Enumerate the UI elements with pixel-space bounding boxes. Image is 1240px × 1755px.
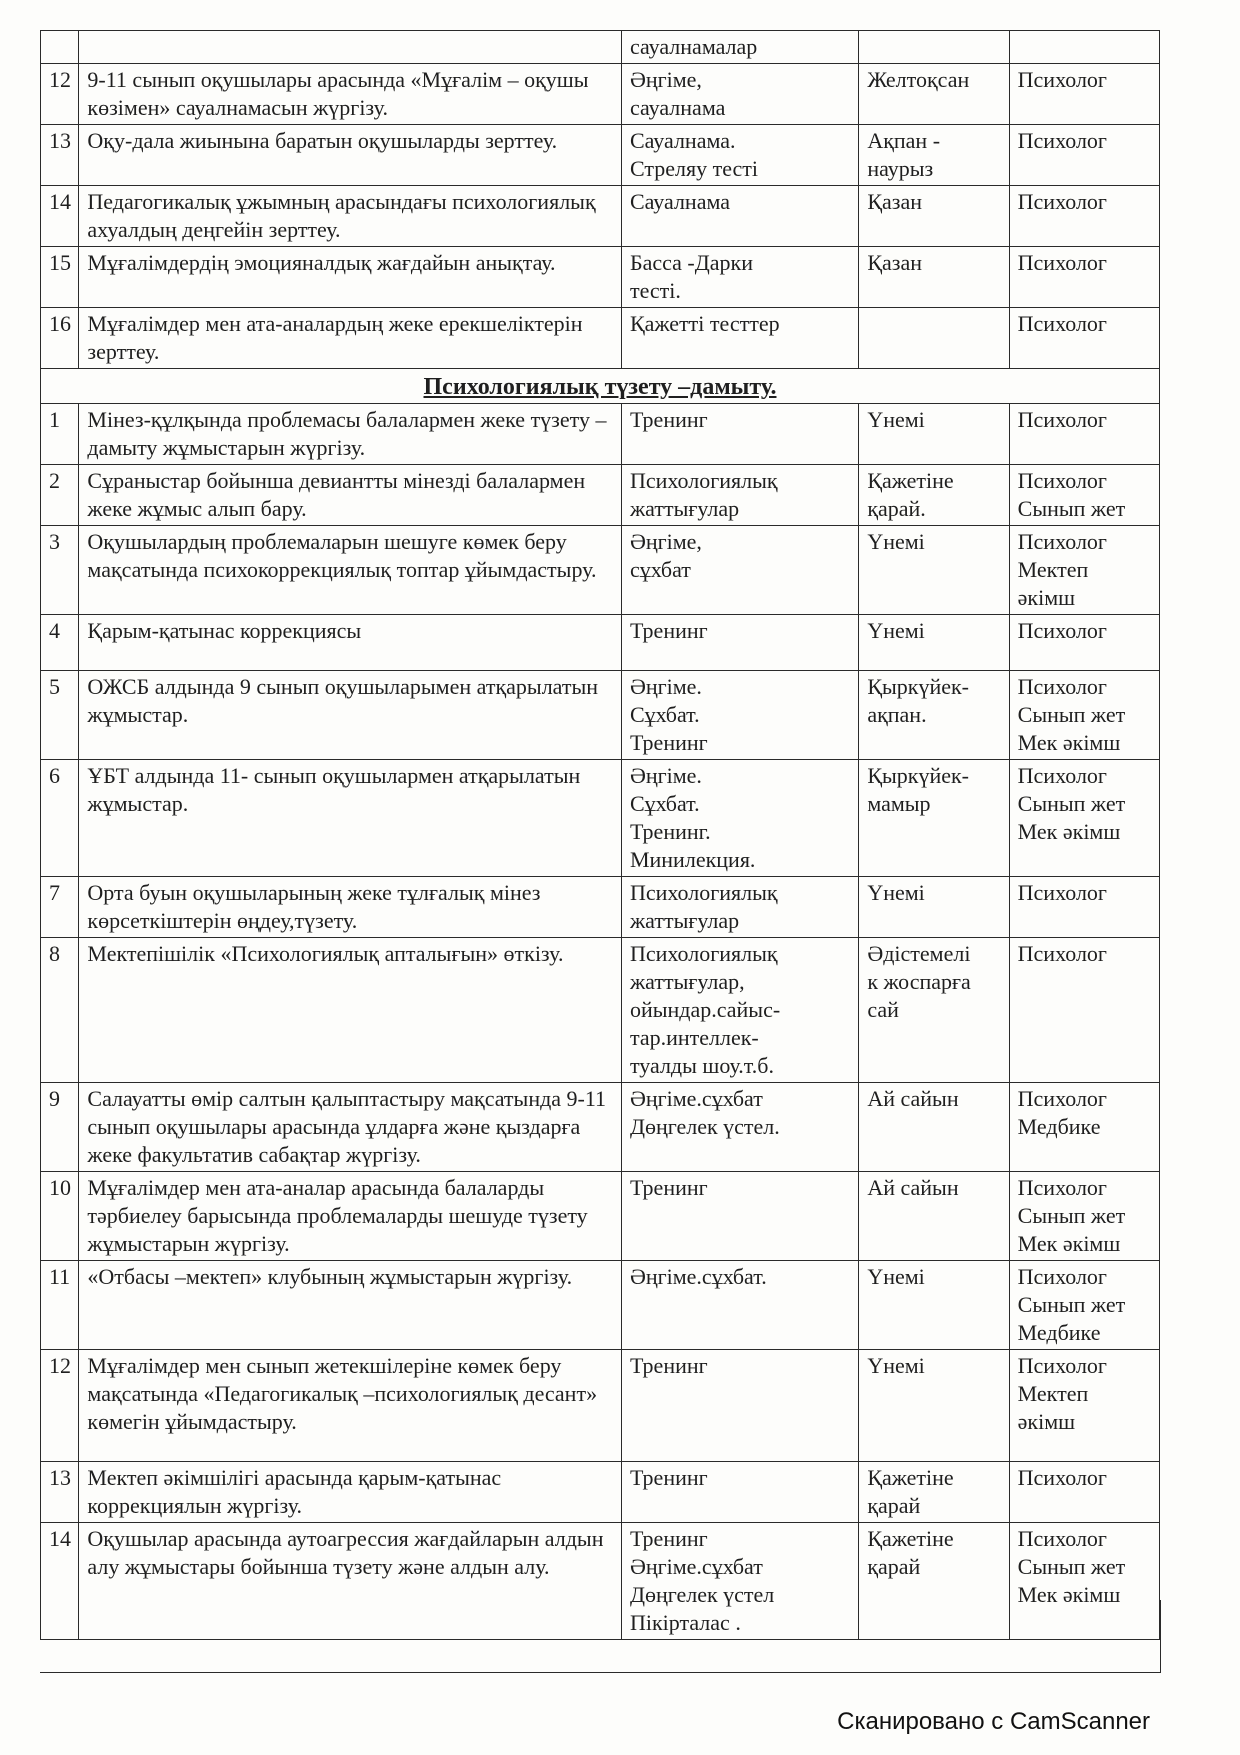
responsible-cell: Психолог Мектеп әкімш bbox=[1009, 526, 1159, 615]
row-number: 8 bbox=[41, 938, 79, 1083]
date-cell: Үнемі bbox=[859, 1350, 1009, 1462]
date-cell: Қажетіне қарай bbox=[859, 1462, 1009, 1523]
table-row bbox=[41, 308, 1160, 369]
method-cell: Психологиялық жаттығулар bbox=[621, 877, 858, 938]
row-number: 5 bbox=[41, 671, 79, 760]
task-cell: Орта буын оқушыларының жеке тұлғалық мінез көрсеткіштерін өңдеу,түзету. bbox=[79, 877, 622, 938]
plan-table bbox=[40, 30, 1160, 1640]
method-cell: Әңгіме, сұхбат bbox=[621, 526, 858, 615]
table-row bbox=[41, 615, 1160, 671]
date-cell: Әдістемелі к жоспарға сай bbox=[859, 938, 1009, 1083]
table-row bbox=[41, 1350, 1160, 1462]
table-row bbox=[41, 1261, 1160, 1350]
row-number: 13 bbox=[41, 125, 79, 186]
task-cell: Мұғалімдер мен ата-аналар арасында балаларды тәрбиелеу барысында проблемаларды шешуде түзету жұмыстарын жүргізу. bbox=[79, 1172, 622, 1261]
task-cell: Қарым-қатынас коррекциясы bbox=[79, 615, 622, 671]
table-row bbox=[41, 404, 1160, 465]
responsible-cell: Психолог Сынып жет Мек әкімш bbox=[1009, 760, 1159, 877]
method-cell: Тренинг Әңгіме.сұхбат Дөңгелек үстел Пікірталас . bbox=[621, 1523, 858, 1640]
table-row bbox=[41, 465, 1160, 526]
date-cell: Ақпан - наурыз bbox=[859, 125, 1009, 186]
task-cell: Сұраныстар бойынша девиантты мінезді балалармен жеке жұмыс алып бару. bbox=[79, 465, 622, 526]
responsible-cell: Психолог Сынып жет Медбике bbox=[1009, 1261, 1159, 1350]
date-cell: Үнемі bbox=[859, 877, 1009, 938]
row-number: 14 bbox=[41, 186, 79, 247]
task-cell: Мұғалімдер мен сынып жетекшілеріне көмек беру мақсатында «Педагогикалық –психологиялық десант» көмегін ұйымдастыру. bbox=[79, 1350, 622, 1462]
method-cell: Тренинг bbox=[621, 1462, 858, 1523]
responsible-cell: Психолог bbox=[1009, 1462, 1159, 1523]
task-cell bbox=[79, 31, 622, 64]
task-cell: Мектеп әкімшілігі арасында қарым-қатынас коррекциялын жүргізу. bbox=[79, 1462, 622, 1523]
responsible-cell: Психолог bbox=[1009, 877, 1159, 938]
method-cell: Сауалнама bbox=[621, 186, 858, 247]
row-number: 10 bbox=[41, 1172, 79, 1261]
date-cell: Қыркүйек- ақпан. bbox=[859, 671, 1009, 760]
responsible-cell: Психолог Сынып жет Мек әкімш bbox=[1009, 1172, 1159, 1261]
task-cell: Мектепішілік «Психологиялық апталығын» өткізу. bbox=[79, 938, 622, 1083]
method-cell: Тренинг bbox=[621, 1350, 858, 1462]
task-cell: Педагогикалық ұжымның арасындағы психологиялық ахуалдың деңгейін зерттеу. bbox=[79, 186, 622, 247]
table-row bbox=[41, 1172, 1160, 1261]
date-cell: Үнемі bbox=[859, 1261, 1009, 1350]
method-cell: Әңгіме.сұхбат Дөңгелек үстел. bbox=[621, 1083, 858, 1172]
scanner-watermark: Сканировано с CamScanner bbox=[837, 1708, 1150, 1735]
table-row bbox=[41, 671, 1160, 760]
task-cell: Оқушылардың проблемаларын шешуге көмек беру мақсатында психокоррекциялық топтар ұйымдастыру. bbox=[79, 526, 622, 615]
date-cell bbox=[859, 308, 1009, 369]
responsible-cell: Психолог Мектеп әкімш bbox=[1009, 1350, 1159, 1462]
section-header bbox=[41, 369, 1160, 404]
table-row bbox=[41, 31, 1160, 64]
task-cell: ОЖСБ алдында 9 сынып оқушыларымен атқарылатын жұмыстар. bbox=[79, 671, 622, 760]
task-cell: ҰБТ алдында 11- сынып оқушылармен атқарылатын жұмыстар. bbox=[79, 760, 622, 877]
bottom-table-body bbox=[41, 404, 1160, 1640]
row-number: 12 bbox=[41, 64, 79, 125]
top-table-body bbox=[41, 31, 1160, 369]
table-row bbox=[41, 877, 1160, 938]
date-cell: Қажетіне қарай. bbox=[859, 465, 1009, 526]
responsible-cell: Психолог bbox=[1009, 404, 1159, 465]
method-cell: Әңгіме. Сұхбат. Тренинг. Минилекция. bbox=[621, 760, 858, 877]
table-row bbox=[41, 938, 1160, 1083]
row-number: 2 bbox=[41, 465, 79, 526]
table-row bbox=[41, 760, 1160, 877]
row-number: 6 bbox=[41, 760, 79, 877]
row-number: 3 bbox=[41, 526, 79, 615]
date-cell: Қажетіне қарай bbox=[859, 1523, 1009, 1640]
method-cell: Әңгіме. Сұхбат. Тренинг bbox=[621, 671, 858, 760]
row-number: 13 bbox=[41, 1462, 79, 1523]
responsible-cell: Психолог bbox=[1009, 938, 1159, 1083]
method-cell: Сауалнама. Стреляу тесті bbox=[621, 125, 858, 186]
date-cell: Үнемі bbox=[859, 404, 1009, 465]
table-row bbox=[41, 64, 1160, 125]
method-cell: Тренинг bbox=[621, 1172, 858, 1261]
task-cell: Мінез-құлқында проблемасы балалармен жеке түзету –дамыту жұмыстарын жүргізу. bbox=[79, 404, 622, 465]
responsible-cell: Психолог bbox=[1009, 186, 1159, 247]
table-row bbox=[41, 247, 1160, 308]
table-row bbox=[41, 1083, 1160, 1172]
method-cell: сауалнамалар bbox=[621, 31, 858, 64]
row-number: 15 bbox=[41, 247, 79, 308]
date-cell: Үнемі bbox=[859, 526, 1009, 615]
task-cell: Мұғалімдер мен ата-аналардың жеке ерекшеліктерін зерттеу. bbox=[79, 308, 622, 369]
row-number: 9 bbox=[41, 1083, 79, 1172]
responsible-cell: Психолог bbox=[1009, 64, 1159, 125]
method-cell: Әңгіме, сауалнама bbox=[621, 64, 858, 125]
responsible-cell: Психолог Сынып жет Мек әкімш bbox=[1009, 671, 1159, 760]
task-cell: 9-11 сынып оқушылары арасында «Мұғалім – оқушы көзімен» сауалнамасын жүргізу. bbox=[79, 64, 622, 125]
date-cell: Үнемі bbox=[859, 615, 1009, 671]
method-cell: Әңгіме.сұхбат. bbox=[621, 1261, 858, 1350]
task-cell: «Отбасы –мектеп» клубының жұмыстарын жүргізу. bbox=[79, 1261, 622, 1350]
method-cell: Психологиялық жаттығулар, ойындар.сайыс- тар.интеллек- туалды шоу.т.б. bbox=[621, 938, 858, 1083]
responsible-cell: Психолог bbox=[1009, 308, 1159, 369]
empty-table-area bbox=[40, 1600, 1161, 1673]
task-cell: Салауатты өмір салтын қалыптастыру мақсатында 9-11 сынып оқушылары арасында ұлдарға және қыздарға жеке факультатив сабақтар жүргізу. bbox=[79, 1083, 622, 1172]
date-cell: Ай сайын bbox=[859, 1083, 1009, 1172]
date-cell: Қазан bbox=[859, 247, 1009, 308]
section-title: Психологиялық түзету –дамыту. bbox=[423, 374, 777, 400]
method-cell: Психологиялық жаттығулар bbox=[621, 465, 858, 526]
row-number bbox=[41, 31, 79, 64]
row-number: 11 bbox=[41, 1261, 79, 1350]
row-number: 1 bbox=[41, 404, 79, 465]
method-cell: Тренинг bbox=[621, 404, 858, 465]
method-cell: Басса -Дарки тесті. bbox=[621, 247, 858, 308]
responsible-cell: Психолог bbox=[1009, 615, 1159, 671]
row-number: 16 bbox=[41, 308, 79, 369]
date-cell: Желтоқсан bbox=[859, 64, 1009, 125]
task-cell: Мұғалімдердің эмоцияналдық жағдайын анықтау. bbox=[79, 247, 622, 308]
document-sheet bbox=[40, 30, 1160, 1640]
date-cell: Қыркүйек- мамыр bbox=[859, 760, 1009, 877]
responsible-cell: Психолог bbox=[1009, 247, 1159, 308]
method-cell: Тренинг bbox=[621, 615, 858, 671]
row-number: 12 bbox=[41, 1350, 79, 1462]
row-number: 4 bbox=[41, 615, 79, 671]
table-row bbox=[41, 125, 1160, 186]
responsible-cell: Психолог Сынып жет Мек әкімш bbox=[1009, 1523, 1159, 1640]
task-cell: Оқу-дала жиынына баратын оқушыларды зерттеу. bbox=[79, 125, 622, 186]
method-cell: Қажетті тесттер bbox=[621, 308, 858, 369]
responsible-cell: Психолог Сынып жет bbox=[1009, 465, 1159, 526]
date-cell: Қазан bbox=[859, 186, 1009, 247]
row-number: 14 bbox=[41, 1523, 79, 1640]
responsible-cell: Психолог bbox=[1009, 125, 1159, 186]
table-row bbox=[41, 186, 1160, 247]
date-cell: Ай сайын bbox=[859, 1172, 1009, 1261]
row-number: 7 bbox=[41, 877, 79, 938]
date-cell bbox=[859, 31, 1009, 64]
table-row bbox=[41, 526, 1160, 615]
responsible-cell: Психолог Медбике bbox=[1009, 1083, 1159, 1172]
table-row bbox=[41, 1462, 1160, 1523]
task-cell: Оқушылар арасында аутоагрессия жағдайларын алдын алу жұмыстары бойынша түзету және алдын алу. bbox=[79, 1523, 622, 1640]
responsible-cell bbox=[1009, 31, 1159, 64]
